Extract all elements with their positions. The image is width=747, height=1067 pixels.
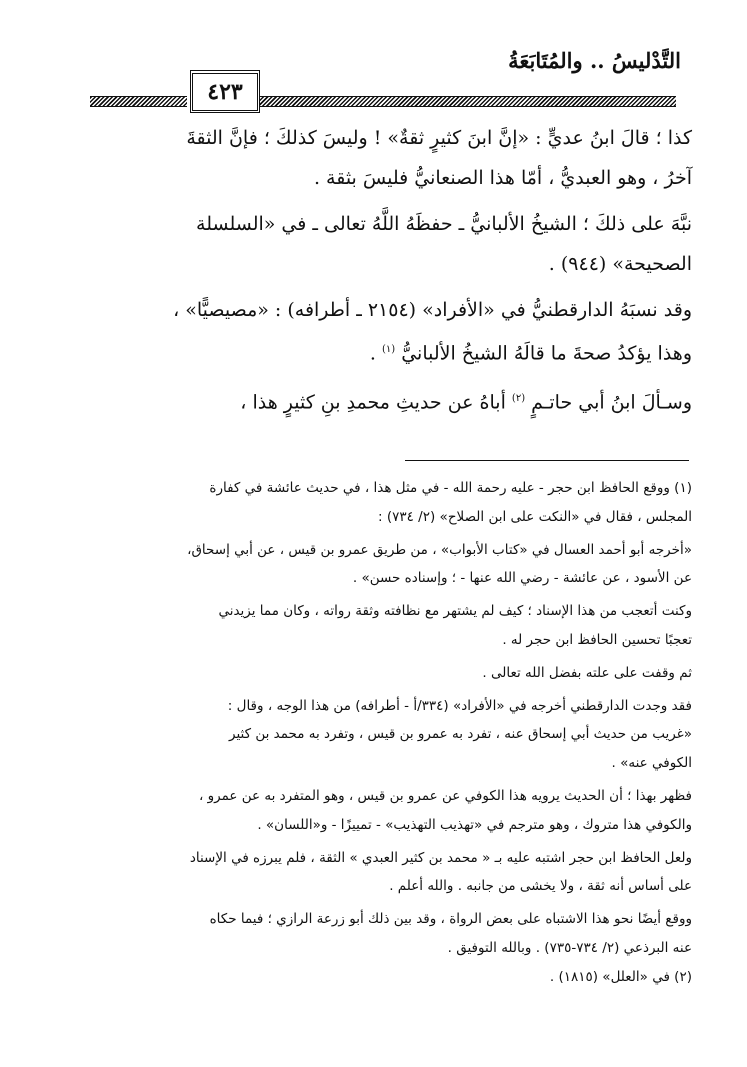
main-line [92,290,692,330]
footnote-separator [405,460,689,461]
footnote-line: فظهر بهذا ؛ أن الحديث يرويه هذا الكوفي عن عمرو بن قيس ، وهو المتفرد به عن عمرو ، [198,787,692,804]
header-rule-right [258,96,676,107]
main-line [92,204,692,244]
footnote-line: ثم وقفت على علته بفضل الله تعالى . [482,664,692,681]
main-line [92,379,692,422]
main-line [92,118,692,158]
main-line-text: نبَّهَ على ذلكَ ؛ الشيخُ الألبانيُّ ـ حفظَهُ اللَّهُ تعالى ـ في «السلسلة [196,213,692,235]
main-line-text: وقد نسبَهُ الدارقطنيُّ في «الأفراد» (٢١٥٤ ـ أطرافه) : «مصيصيًّا» ، [173,299,692,321]
main-text [92,118,692,423]
running-title: التَّدْليسُ .. والمُتَابَعَةُ [508,48,681,73]
footnote-marker-1[interactable]: (١) [381,344,396,355]
footnote-line: المجلس ، فقال في «النكت على ابن الصلاح» (٢/ ٧٣٤) : [378,508,692,525]
main-line [92,330,692,373]
main-line-text: كذا ؛ قالَ ابنُ عديٍّ : «إنَّ ابنَ كثيرٍ ثقةٌ» ! وليسَ كذلكَ ؛ فإنَّ الثقةَ [186,127,692,149]
footnote-line: تعجبًا تحسين الحافظ ابن حجر له . [502,631,692,648]
main-line-text: آخرُ ، وهو العبديُّ ، أمّا هذا الصنعانيُّ فليسَ بثقة . [313,167,692,189]
period: . [369,342,376,365]
footnotes [92,474,692,992]
footnote-line: عن الأسود ، عن عائشة - رضي الله عنها - ؛ وإسناده حسن» . [352,570,692,587]
footnote-line: (٢) في «العلل» (١٨١٥) . [549,968,692,985]
footnote-line: وكنت أتعجب من هذا الإسناد ؛ كيف لم يشتهر مع نظافته وثقة رواته ، وكان مما يزيدني [218,603,692,620]
footnote-marker-2[interactable]: (٢) [511,393,526,405]
footnote-line: عنه البرذعي (٢/ ٧٣٤-٧٣٥) . وبالله التوفيق . [447,939,692,956]
main-line [92,244,692,284]
main-line [92,158,692,198]
main-line-text: أباهُ عن حديثِ محمدِ بنِ كثيرٍ هذا ، [240,391,506,414]
footnote-line: ولعل الحافظ ابن حجر اشتبه عليه بـ « محمد بن كثير العبدي » الثقة ، فلم يبرزه في الإسناد [189,849,692,866]
main-line-text: وهذا يؤكدُ صحةَ ما قالَهُ الشيخُ الألبانيُّ [401,342,692,365]
footnote-line: فقد وجدت الدارقطني أخرجه في «الأفراد» (٣٣٤/أ - أطرافه) من هذا الوجه ، وقال : [227,697,692,714]
main-line-text: وسـألَ ابنُ أبي حاتـمٍ [531,391,692,414]
footnote-line: والكوفي هذا متروك ، وهو مترجم في «تهذيب التهذيب» - تمييزًا - و«اللسان» . [257,816,692,833]
footnote-line: على أساس أنه ثقة ، ولا يخشى من جانبه . والله أعلم . [389,878,692,895]
footnote-line: (١) ووقع الحافظ ابن حجر - عليه رحمة الله - في مثل هذا ، في حديث عائشة في كفارة [209,480,692,496]
header-rule-left [90,96,187,107]
page-number: ٤٢٣ [190,70,260,113]
footnote-line: الكوفي عنه» . [611,755,692,772]
footnote-line: «غريب من حديث أبي إسحاق عنه ، تفرد به عمرو بن قيس ، وتفرد به محمد بن كثير [229,726,692,743]
footnote-line: ووقع أيضًا نحو هذا الاشتباه على بعض الرواة ، وقد بين ذلك أبو زرعة الرازي ؛ فيما حكاه [209,911,692,928]
footnote-line: «أخرجه أبو أحمد العسال في «كتاب الأبواب» ، من طريق عمرو بن قيس ، عن أبي إسحاق، [187,541,692,558]
main-line-text: الصحيحة» (٩٤٤) . [548,253,692,275]
